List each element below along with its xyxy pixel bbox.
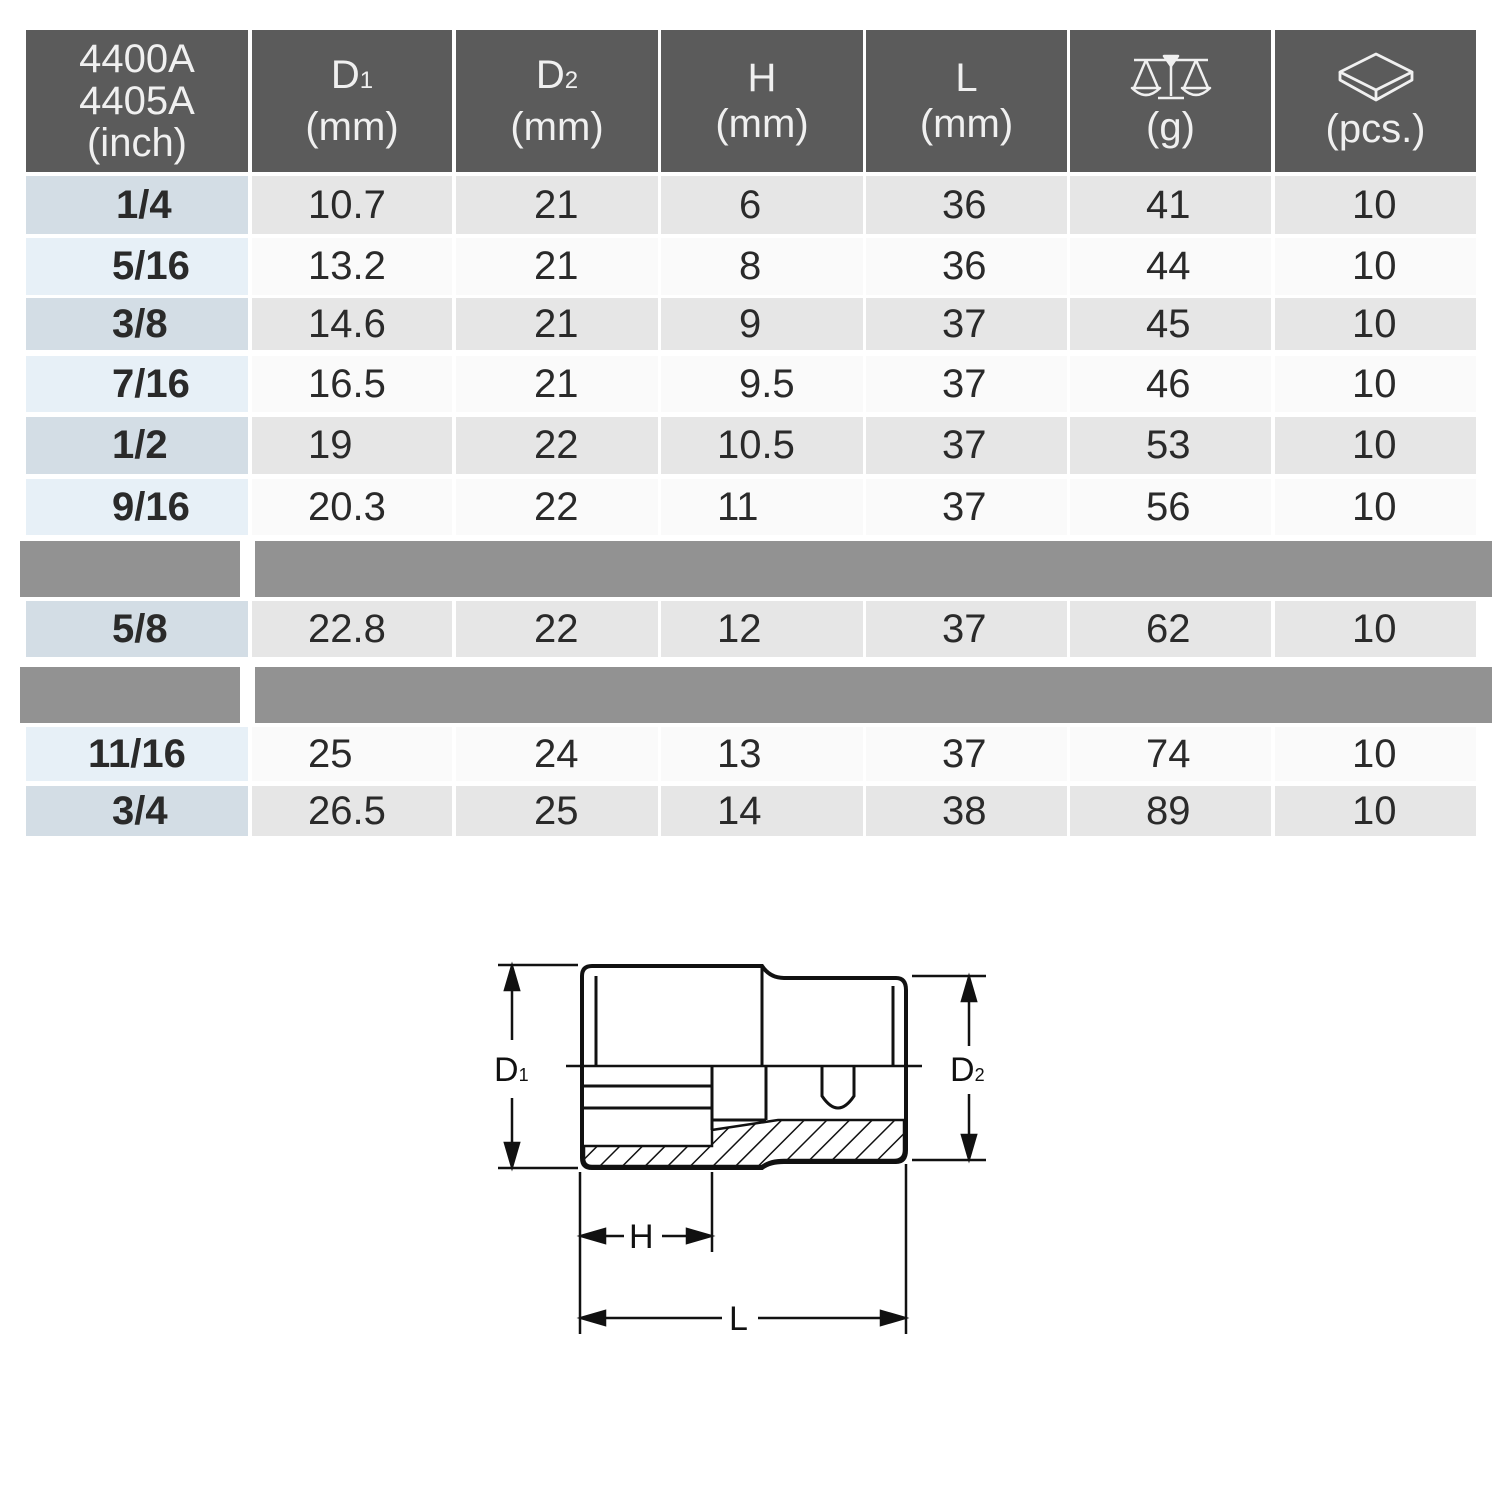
header-d1-symbol: D: [330, 53, 360, 97]
cell-l: 37: [866, 479, 1067, 535]
header-l-symbol: L: [955, 56, 978, 100]
header-weight-unit: (g): [1146, 105, 1195, 149]
cell-l: 37: [866, 727, 1067, 781]
cell-d2: 21: [456, 356, 658, 412]
cell-d2: 21: [456, 176, 658, 234]
separator-band: [20, 541, 240, 597]
header-d2-unit: (mm): [510, 105, 604, 149]
cell-g: 56: [1070, 479, 1271, 535]
cell-size: 5/16: [26, 238, 248, 295]
cell-d2: 21: [456, 238, 658, 295]
cell-l: 36: [866, 238, 1067, 295]
cell-size: 3/4: [26, 786, 248, 836]
scale-icon: [1128, 52, 1214, 104]
cell-pcs: 10: [1275, 479, 1476, 535]
cell-size: 3/8: [26, 298, 248, 350]
cell-d1: 19: [252, 417, 452, 474]
cell-d2: 24: [456, 727, 658, 781]
cell-d2: 25: [456, 786, 658, 836]
cell-size: 11/16: [26, 727, 248, 781]
header-h-unit: (mm): [715, 102, 809, 146]
cell-d1: 10.7: [252, 176, 452, 234]
cell-pcs: 10: [1275, 238, 1476, 295]
header-model: [26, 30, 248, 172]
header-model-line1: 4400A: [79, 37, 195, 81]
cell-h: 9.5: [661, 356, 863, 412]
cell-d2: 22: [456, 601, 658, 657]
cell-g: 89: [1070, 786, 1271, 836]
cell-pcs: 10: [1275, 786, 1476, 836]
cell-h: 9: [661, 298, 863, 350]
header-model-line3: (inch): [86, 121, 188, 165]
cell-size: 7/16: [26, 356, 248, 412]
cell-h: 14: [661, 786, 863, 836]
cell-h: 8: [661, 238, 863, 295]
cell-size: 9/16: [26, 479, 248, 535]
cell-l: 37: [866, 356, 1067, 412]
cell-g: 53: [1070, 417, 1271, 474]
drawing-d2-label: D2: [950, 1051, 985, 1089]
cell-d1: 22.8: [252, 601, 452, 657]
cell-d2: 21: [456, 298, 658, 350]
cell-h: 11: [661, 479, 863, 535]
cell-l: 37: [866, 417, 1067, 474]
cell-pcs: 10: [1275, 298, 1476, 350]
header-weight: [1070, 30, 1271, 172]
cell-g: 46: [1070, 356, 1271, 412]
header-model-line2: 4405A: [79, 79, 195, 123]
header-d1-sub: 1: [359, 67, 374, 94]
drawing-d1-label: D1: [494, 1051, 529, 1089]
header-qty: [1275, 30, 1476, 172]
header-d2-symbol: D: [535, 53, 565, 97]
cell-size: 5/8: [26, 601, 248, 657]
cell-l: 36: [866, 176, 1067, 234]
cell-g: 44: [1070, 238, 1271, 295]
cell-d1: 13.2: [252, 238, 452, 295]
header-qty-unit: (pcs.): [1325, 107, 1426, 151]
cell-size: 1/2: [26, 417, 248, 474]
header-d2: [456, 30, 658, 172]
cell-d1: 26.5: [252, 786, 452, 836]
cell-d1: 16.5: [252, 356, 452, 412]
cell-pcs: 10: [1275, 176, 1476, 234]
cell-h: 12: [661, 601, 863, 657]
header-d1: [252, 30, 452, 172]
cell-l: 38: [866, 786, 1067, 836]
separator-band: [20, 667, 240, 723]
cell-pcs: 10: [1275, 727, 1476, 781]
header-l-unit: (mm): [919, 102, 1014, 146]
cell-d1: 25: [252, 727, 452, 781]
cell-size: 1/4: [26, 176, 248, 234]
header-l: [866, 30, 1067, 172]
cell-d2: 22: [456, 417, 658, 474]
drawing-l-label: L: [729, 1300, 748, 1338]
cell-l: 37: [866, 298, 1067, 350]
separator-band: [255, 667, 1492, 723]
socket-dimension-drawing: [470, 940, 1030, 1360]
cell-d1: 20.3: [252, 479, 452, 535]
cell-l: 37: [866, 601, 1067, 657]
header-d1-unit: (mm): [305, 105, 399, 149]
header-h: [661, 30, 863, 172]
cell-h: 10.5: [661, 417, 863, 474]
header-d2-sub: 2: [564, 67, 579, 94]
cell-g: 45: [1070, 298, 1271, 350]
cell-d2: 22: [456, 479, 658, 535]
cell-pcs: 10: [1275, 417, 1476, 474]
package-icon: [1336, 50, 1416, 106]
separator-band: [255, 541, 1492, 597]
cell-pcs: 10: [1275, 356, 1476, 412]
drawing-h-label: H: [629, 1218, 654, 1256]
cell-g: 62: [1070, 601, 1271, 657]
header-h-symbol: H: [747, 56, 777, 100]
cell-h: 6: [661, 176, 863, 234]
cell-pcs: 10: [1275, 601, 1476, 657]
cell-g: 74: [1070, 727, 1271, 781]
cell-h: 13: [661, 727, 863, 781]
cell-d1: 14.6: [252, 298, 452, 350]
cell-g: 41: [1070, 176, 1271, 234]
